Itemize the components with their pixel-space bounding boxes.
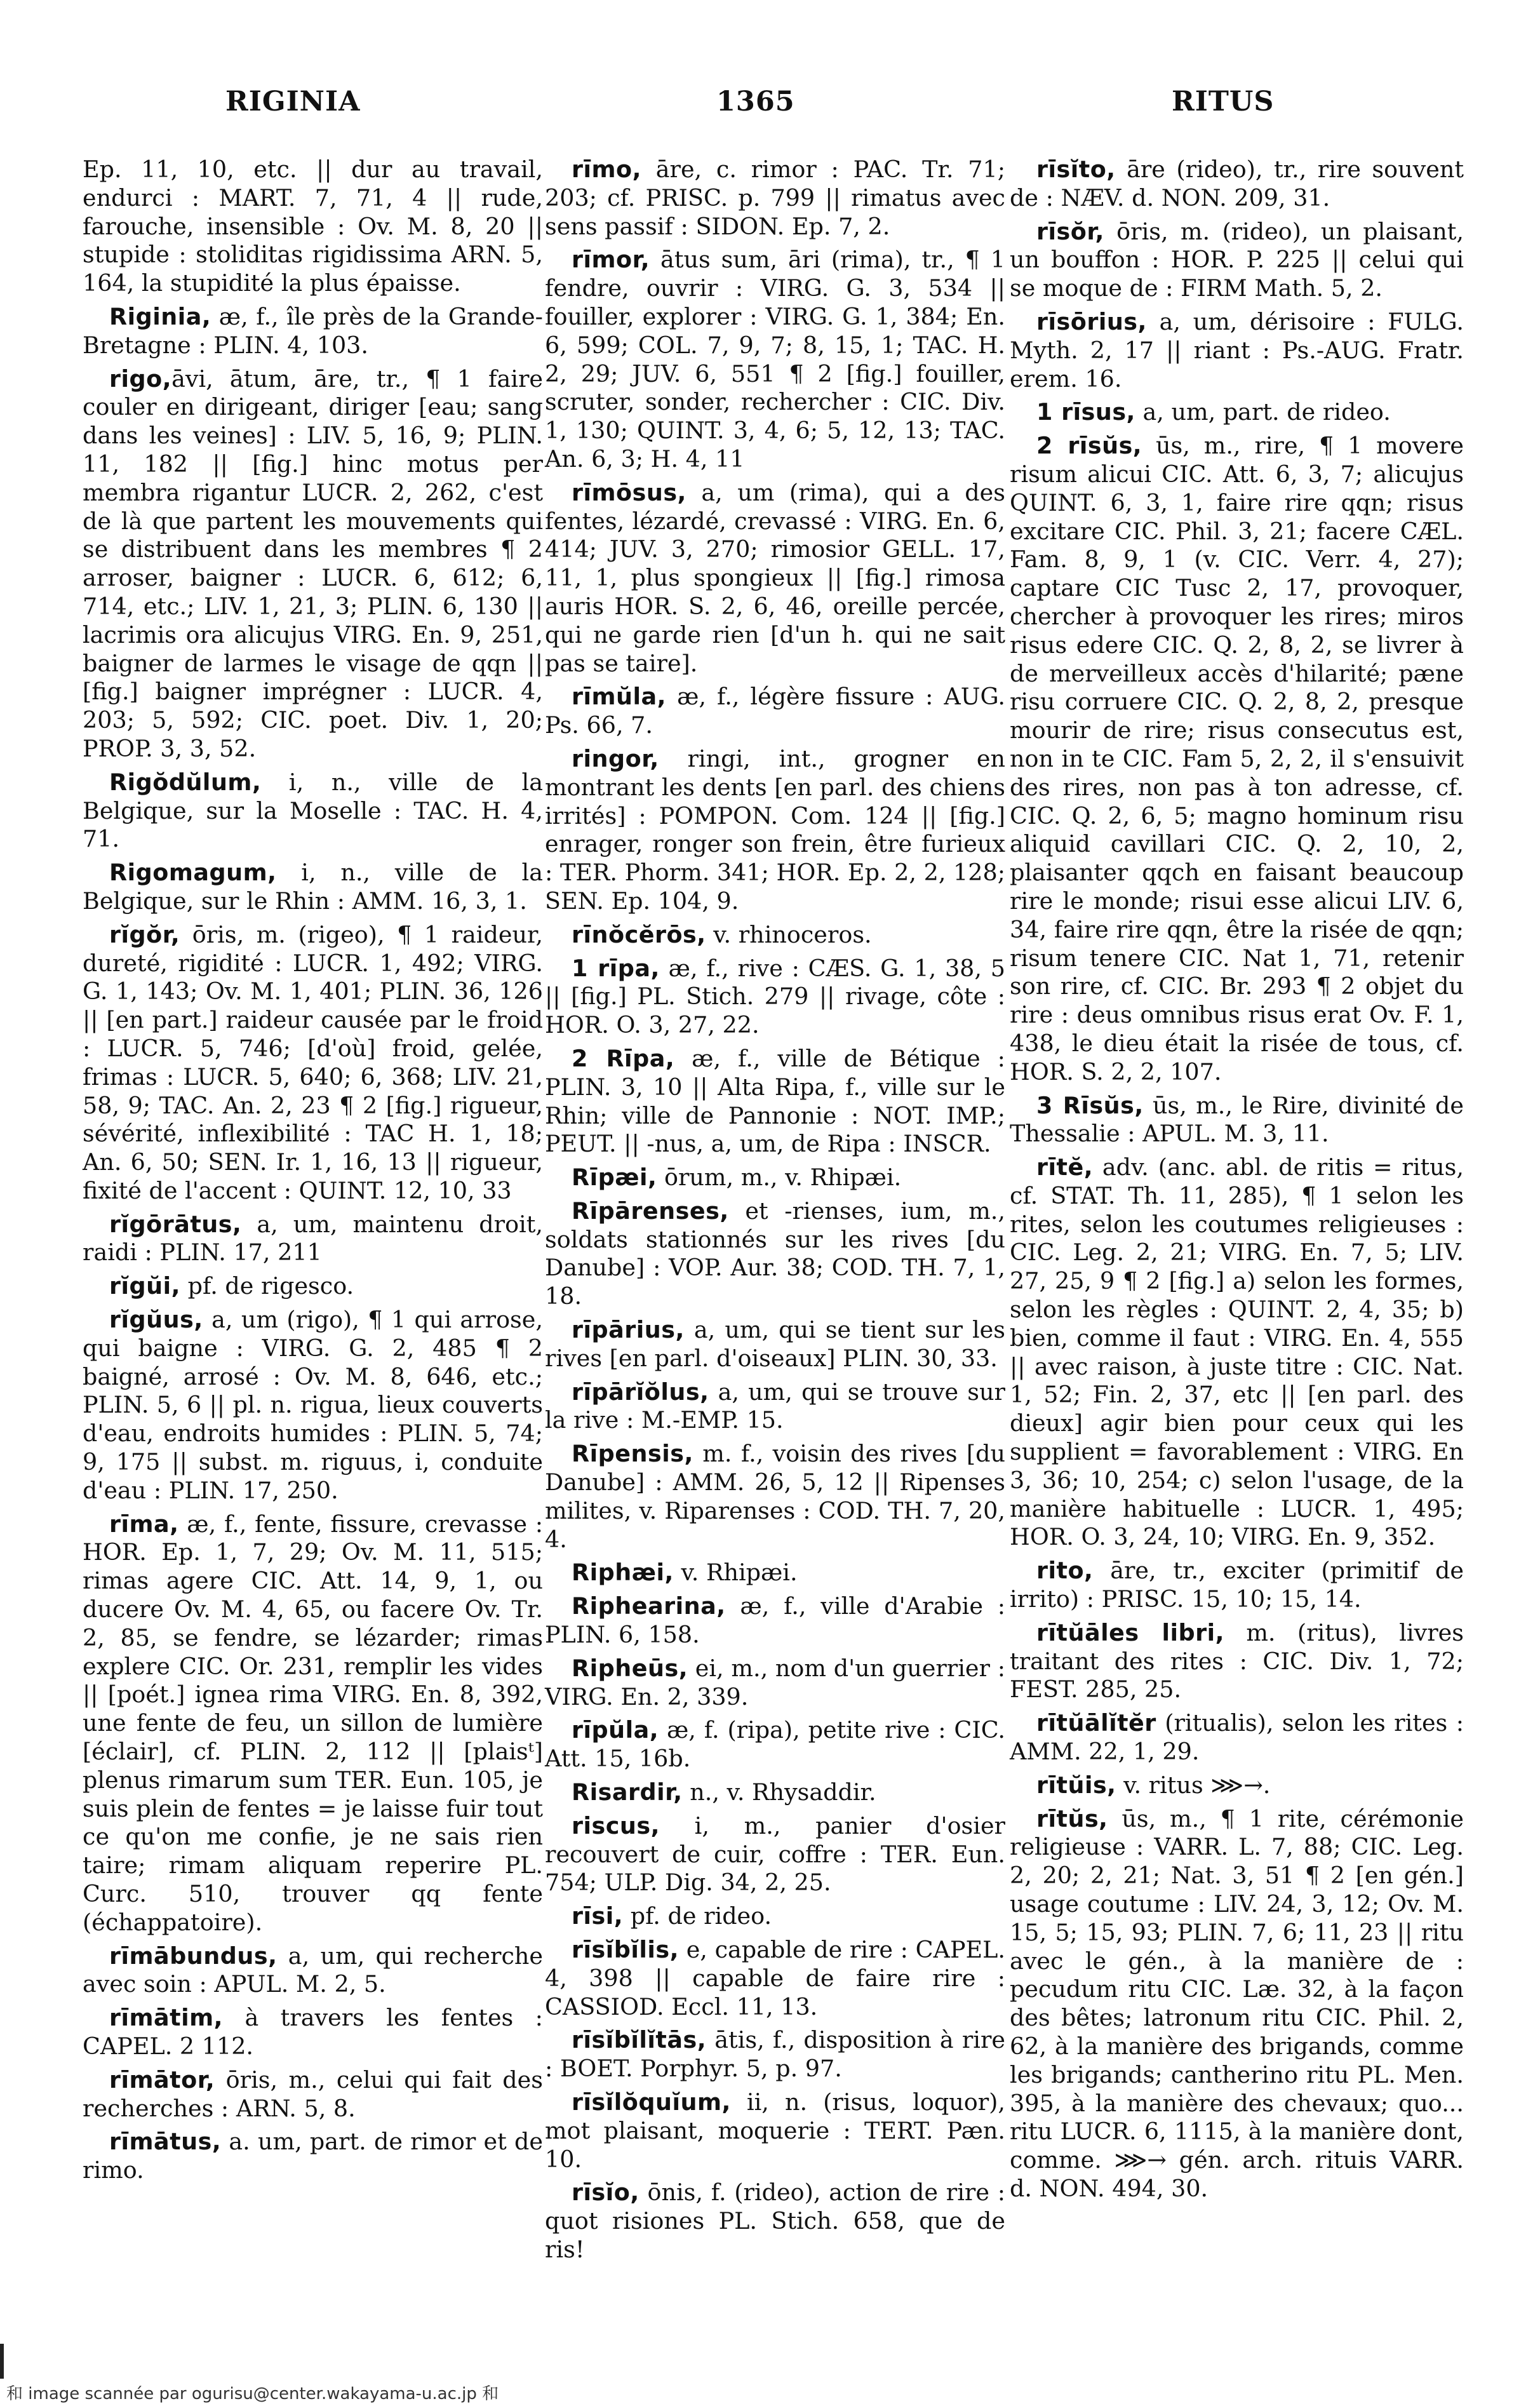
entry-headword: rīmātim, xyxy=(109,2004,224,2032)
dictionary-entry xyxy=(545,479,1005,678)
dictionary-entry xyxy=(1010,1619,1464,1704)
dictionary-entry xyxy=(545,1045,1005,1159)
entry-headword: rīmŭla, xyxy=(572,683,667,711)
dictionary-entry xyxy=(545,156,1005,241)
dictionary-entry xyxy=(83,2004,543,2061)
dictionary-entry xyxy=(83,1942,543,1999)
dictionary-entry xyxy=(545,1716,1005,1773)
entry-definition: i, m., panier d'osier recouvert de cuir, coffre : TER. Eun. 754; ULP. Dig. 34, 2, 25. xyxy=(545,1811,1005,1897)
entry-headword: rĭgŭi, xyxy=(109,1272,181,1300)
entry-headword: rīsĭto, xyxy=(1036,156,1116,183)
dictionary-entry xyxy=(83,156,543,298)
entry-definition: a, um, part. de rideo. xyxy=(1135,398,1391,426)
entry-definition: æ, f., rive : CÆS. G. 1, 38, 5 || [fig.] PL. Stich. 279 || rivage, côte : HOR. O. 3, 27, 22. xyxy=(545,954,1005,1039)
entry-headword: 1 rīsus, xyxy=(1036,398,1135,426)
entry-headword: Rīpæi, xyxy=(572,1164,657,1192)
entry-headword: rīsŏr, xyxy=(1036,217,1104,245)
entry-definition: æ, f., île près de la Grande-Bretagne : PLIN. 4, 103. xyxy=(83,302,543,359)
entry-definition: a, um, qui se tient sur les rives [en parl. d'oiseaux] PLIN. 30, 33. xyxy=(545,1316,1005,1372)
entry-definition: āvi, ātum, āre, tr., ¶ 1 faire couler en dirigeant, diriger [eau; sang dans les veines] : LIV. 5, 16, 9; PLIN. 11, 182 || [fig.] hinc motus per membra rigantur LUCR. 2, 262, c'est de là que partent les mouvements qui se distribuent dans les membres ¶ 2 arroser, baigner : LUCR. 6, 612; 6, 714, etc.; LIV. 1, 21, 3; PLIN. 6, 130 || lacrimis ora alicujus VIRG. En. 9, 251, baigner de larmes le visage de qqn || [fig.] baigner imprégner : LUCR. 4, 203; 5, 592; CIC. poet. Div. 1, 20; PROP. 3, 3, 52. xyxy=(83,365,543,762)
column-1 xyxy=(83,156,543,2190)
entry-definition: v. Rhipæi. xyxy=(673,1559,798,1587)
entry-headword: rīsōrius, xyxy=(1036,307,1147,335)
entry-headword: rītĕ, xyxy=(1036,1153,1094,1181)
running-head-right: RITUS xyxy=(1172,86,1275,118)
entry-headword: Riphearina, xyxy=(572,1592,726,1620)
entry-definition: a. um, part. de rimor et de rimo. xyxy=(83,2128,543,2184)
entry-headword: rīmātor, xyxy=(109,2066,215,2093)
entry-definition: a, um, qui se trouve sur la rive : M.-EMP. 15. xyxy=(545,1378,1005,1434)
dictionary-entry xyxy=(83,1272,543,1301)
scan-credit: 和 image scannée par ogurisu@center.wakayama-u.ac.jp 和 xyxy=(6,2384,499,2403)
dictionary-entry xyxy=(545,1592,1005,1650)
dictionary-entry xyxy=(545,1812,1005,1897)
entry-definition: ūs, m., ¶ 1 rite, cérémonie religieuse : VARR. L. 7, 88; CIC. Leg. 2, 20; 2, 21; Nat. 3, 51 ¶ 2 [en gén.] usage coutume : LIV. 24, 3, 12; Ov. M. 15, 5; 15, 93; PLIN. 7, 6; 11, 23 || ritu avec le gén., à la manière de : pecudum ritu CIC. Læ. 32, à la façon des bêtes; latronum ritu CIC. Phil. 2, 62, à la manière des brigands, comme les brigands; cantherino ritu PL. Men. 395, à la manière des chevaux; quo... ritu LUCR. 6, 1115, à la manière dont, comme. ⋙→ gén. arch. rituis VARR. d. NON. 494, 30. xyxy=(1010,1805,1464,2202)
entry-definition: āre, c. rimor : PAC. Tr. 71; 203; cf. PRISC. p. 799 || rimatus avec sens passif : SIDON. Ep. 7, 2. xyxy=(545,156,1005,240)
entry-headword: rīsĭo, xyxy=(572,2179,639,2207)
dictionary-entry xyxy=(1010,432,1464,1086)
dictionary-entry xyxy=(1010,1092,1464,1149)
entry-definition: n., v. Rhysaddir. xyxy=(682,1778,876,1806)
entry-headword: rīpŭla, xyxy=(572,1716,659,1744)
entry-headword: Rīpensis, xyxy=(572,1440,693,1468)
entry-headword: rīsĭbĭlĭtās, xyxy=(572,2026,707,2054)
dictionary-entry xyxy=(545,246,1005,473)
entry-headword: Riginia, xyxy=(109,302,211,330)
entry-headword: rīmor, xyxy=(572,246,650,274)
entry-definition: ūs, m., rire, ¶ 1 movere risum alicui CIC. Att. 6, 3, 7; alicujus QUINT. 6, 3, 1, faire rire qqn; risus excitare CIC. Phil. 3, 21; facere CÆL. Fam. 8, 9, 1 (v. CIC. Verr. 4, 27); captare CIC Tusc 2, 17, provoquer, chercher à provoquer les rires; miros risus edere CIC. Q. 2, 8, 2, se livrer à de merveilleux accès d'hilarité; pæne risu corruere CIC. Q. 2, 8, 2, presque mourir de rire; risus consecutus est, non in te CIC. Fam 5, 2, 2, il s'ensuivit des rires, non pas à ton adresse, cf. CIC. Q. 2, 6, 5; magno hominum risu aliquid cavillari CIC. Q. 2, 10, 2, plaisanter qqch en faisant beaucoup rire le monde; risui esse alicui LIV. 6, 34, faire rire qqn, être la risée de qqn; risum tenere CIC. Nat 1, 71, retenir son rire, cf. CIC. Br. 293 ¶ 2 objet du rire : deus omnibus risus erat Ov. F. 1, 438, le dieu était la risée de tous, cf. HOR. S. 2, 2, 107. xyxy=(1010,432,1464,1085)
dictionary-entry xyxy=(545,2026,1005,2083)
dictionary-entry xyxy=(545,1378,1005,1435)
entry-headword: rīma, xyxy=(109,1510,179,1538)
dictionary-entry xyxy=(545,2179,1005,2264)
dictionary-entry xyxy=(1010,1805,1464,2203)
page-number: 1365 xyxy=(716,86,795,118)
entry-definition: Ep. 11, 10, etc. || dur au travail, endurci : MART. 7, 71, 4 || rude, farouche, insensible : Ov. M. 8, 20 || stupide : stoliditas rigidissima ARN. 5, 164, la stupidité la plus épaisse. xyxy=(83,156,543,297)
entry-definition: æ, f., légère fissure : AUG. Ps. 66, 7. xyxy=(545,683,1005,739)
entry-headword: 2 Rīpa, xyxy=(572,1044,675,1072)
entry-definition: m. f., voisin des rives [du Danube] : AMM. 26, 5, 12 || Ripenses milites, v. Riparenses : COD. TH. 7, 20, 4. xyxy=(545,1440,1005,1553)
entry-definition: ūs, m., le Rire, divinité de Thessalie : APUL. M. 3, 11. xyxy=(1010,1091,1464,1148)
entry-definition: āre (rideo), tr., rire souvent de : NÆV. d. NON. 209, 31. xyxy=(1010,156,1464,212)
entry-definition: a, um (rigo), ¶ 1 qui arrose, qui baigne : VIRG. G. 2, 485 ¶ 2 baigné, arrosé : Ov. M. 8, 646, etc.; PLIN. 5, 6 || pl. n. rigua, lieux couverts d'eau, endroits humides : PLIN. 5, 74; 9, 175 || subst. m. riguus, i, conduite d'eau : PLIN. 17, 250. xyxy=(83,1306,543,1504)
entry-headword: rĭgōrātus, xyxy=(109,1210,242,1238)
column-3 xyxy=(1010,156,1464,2208)
entry-headword: Risardir, xyxy=(572,1778,683,1806)
entry-headword: rito, xyxy=(1036,1557,1094,1585)
entry-definition: ōnis, f. (rideo), action de rire : quot risiones PL. Stich. 658, que de ris! xyxy=(545,2179,1005,2263)
entry-headword: rīsi, xyxy=(572,1902,624,1930)
entry-headword: rīmābundus, xyxy=(109,1942,278,1970)
entry-definition: a, um (rima), qui a des fentes, lézardé, crevassé : VIRG. En. 6, 414; JUV. 3, 270; rimosior GELL. 17, 11, 1, plus spongieux || [fig.] rimosa auris HOR. S. 2, 6, 46, oreille percée, qui ne garde rien [d'un h. qui ne sait pas se taire]. xyxy=(545,478,1005,677)
entry-definition: pf. de rigesco. xyxy=(180,1272,354,1300)
dictionary-entry xyxy=(545,1164,1005,1192)
entry-definition: i, n., ville de la Belgique, sur la Moselle : TAC. H. 4, 71. xyxy=(83,768,543,853)
dictionary-entry xyxy=(545,745,1005,916)
dictionary-entry xyxy=(83,365,543,763)
entry-headword: rītŭāles libri, xyxy=(1036,1618,1225,1646)
dictionary-entry xyxy=(83,769,543,854)
column-2 xyxy=(545,156,1005,2269)
entry-definition: ringi, int., grogner en montrant les dents [en parl. des chiens irrités] : POMPON. Com. 124 || [fig.] enrager, ronger son frein, être furieux : TER. Phorm. 341; HOR. Ep. 2, 2, 128; SEN. Ep. 104, 9. xyxy=(545,744,1005,915)
dictionary-entry xyxy=(83,303,543,360)
entry-headword: 1 rīpa, xyxy=(572,954,660,982)
entry-definition: i, n., ville de la Belgique, sur le Rhin : AMM. 16, 3, 1. xyxy=(83,859,543,915)
entry-definition: æ, f., ville d'Arabie : PLIN. 6, 158. xyxy=(545,1592,1005,1649)
entry-definition: m. (ritus), livres traitant des rites : CIC. Div. 1, 72; FEST. 285, 25. xyxy=(1010,1618,1464,1704)
entry-definition: et -rienses, ium, m., soldats stationnés sur les rives [du Danube] : VOP. Aur. 38; COD. TH. 7, 1, 18. xyxy=(545,1197,1005,1310)
dictionary-entry xyxy=(1010,398,1464,427)
entry-definition: āre, tr., exciter (primitif de irrito) : PRISC. 15, 10; 15, 14. xyxy=(1010,1557,1464,1613)
entry-headword: Rigomagum, xyxy=(109,859,277,887)
entry-headword: 3 Rīsŭs, xyxy=(1036,1091,1144,1119)
dictionary-entry xyxy=(545,2088,1005,2174)
dictionary-entry xyxy=(1010,1557,1464,1614)
dictionary-entry xyxy=(545,1316,1005,1373)
dictionary-entry xyxy=(1010,156,1464,213)
entry-headword: 2 rīsŭs, xyxy=(1036,432,1142,460)
entry-headword: rīmōsus, xyxy=(572,478,686,506)
entry-headword: rītŭs, xyxy=(1036,1805,1108,1832)
entry-definition: a, um, dérisoire : FULG. Myth. 2, 17 || riant : Ps.-AUG. Fratr. erem. 16. xyxy=(1010,307,1464,393)
entry-headword: rīmātus, xyxy=(109,2128,222,2156)
entry-headword: ringor, xyxy=(572,744,659,772)
dictionary-entry xyxy=(545,1197,1005,1311)
entry-definition: æ, f. (ripa), petite rive : CIC. Att. 15, 16b. xyxy=(545,1716,1005,1773)
entry-definition: ātus sum, āri (rima), tr., ¶ 1 fendre, ouvrir : VIRG. G. 3, 534 || fouiller, explorer : VIRG. G. 1, 384; En. 6, 599; COL. 7, 9, 7; 8, 15, 1; TAC. H. 2, 29; JUV. 6, 551 ¶ 2 [fig.] fouiller, scruter, sonder, rechercher : CIC. Div. 1, 130; QUINT. 3, 4, 6; 5, 12, 13; TAC. An. 6, 3; H. 4, 11 xyxy=(545,246,1005,473)
entry-headword: rīpārĭŏlus, xyxy=(572,1378,709,1406)
entry-definition: à travers les fentes : CAPEL. 2 112. xyxy=(83,2004,543,2060)
entry-definition: æ, f., fente, fissure, crevasse : HOR. Ep. 1, 7, 29; Ov. M. 11, 515; rimas agere CIC. Att. 14, 9, 1, ou ducere Ov. M. 4, 65, ou facere Ov. Tr. 2, 85, se fendre, se lézarder; rimas explere CIC. Or. 231, remplir les vides || [poét.] ignea rima VIRG. En. 8, 392, une fente de feu, un sillon de lumière [éclair], cf. PLIN. 2, 112 || [plaisᵗ] plenus rimarum sum TER. Eun. 105, je suis plein de fentes = je laisse fuir tout ce qu'on me confie, je ne sais rien taire; rimam aliquam reperire PL. Curc. 510, trouver qq fente (échappatoire). xyxy=(83,1510,543,1936)
dictionary-entry xyxy=(545,1902,1005,1931)
dictionary-entry xyxy=(83,2066,543,2123)
dictionary-entry xyxy=(545,1936,1005,2021)
dictionary-entry xyxy=(1010,1771,1464,1800)
scan-edge-mark xyxy=(0,2344,4,2379)
dictionary-entry xyxy=(545,683,1005,740)
dictionary-entry xyxy=(83,859,543,916)
entry-definition: ei, m., nom d'un guerrier : VIRG. En. 2, 339. xyxy=(545,1654,1005,1710)
entry-headword: rītŭālĭtĕr xyxy=(1036,1709,1156,1737)
entry-headword: Riphæi, xyxy=(572,1559,674,1587)
entry-headword: rīpārius, xyxy=(572,1316,685,1344)
entry-definition: ōris, m. (rigeo), ¶ 1 raideur, dureté, rigidité : LUCR. 1, 492; VIRG. G. 1, 143; Ov. M. 1, 401; PLIN. 36, 126 || [en part.] raideur causée par le froid : LUCR. 5, 746; [d'où] froid, gelée, frimas : LUCR. 5, 640; 6, 368; LIV. 21, 58, 9; TAC. An. 2, 23 ¶ 2 [fig.] rigueur, sévérité, inflexibilité : TAC H. 1, 18; An. 6, 50; SEN. Ir. 1, 16, 13 || rigueur, fixité de l'accent : QUINT. 12, 10, 33 xyxy=(83,920,543,1204)
entry-definition: a, um, maintenu droit, raidi : PLIN. 17, 211 xyxy=(83,1210,543,1267)
entry-definition: e, capable de rire : CAPEL. 4, 398 || capable de faire rire : CASSIOD. Eccl. 11, 13. xyxy=(545,1936,1005,2020)
entry-definition: ātis, f., disposition à rire : BOET. Porphyr. 5, p. 97. xyxy=(545,2026,1005,2083)
dictionary-entry xyxy=(1010,218,1464,303)
dictionary-entry xyxy=(83,2128,543,2185)
entry-headword: rīmo, xyxy=(572,156,641,183)
dictionary-entry xyxy=(83,1211,543,1268)
entry-definition: ōris, m., celui qui fait des recherches : ARN. 5, 8. xyxy=(83,2066,543,2122)
entry-headword: riscus, xyxy=(572,1811,660,1839)
dictionary-entry xyxy=(83,921,543,1206)
entry-headword: rĭgŭus, xyxy=(109,1306,203,1334)
entry-definition: ōrum, m., v. Rhipæi. xyxy=(657,1164,902,1192)
dictionary-entry xyxy=(1010,308,1464,393)
entry-definition: ōris, m. (rideo), un plaisant, un bouffon : HOR. P. 225 || celui qui se moque de : FIRM Math. 5, 2. xyxy=(1010,217,1464,302)
entry-definition: æ, f., ville de Bétique : PLIN. 3, 10 || Alta Ripa, f., ville sur le Rhin; ville de Pannonie : NOT. IMP.; PEUT. || -nus, a, um, de Ripa : INSCR. xyxy=(545,1044,1005,1158)
entry-headword: rīnŏcĕrōs, xyxy=(572,920,706,948)
entry-headword: rĭgŏr, xyxy=(109,920,180,948)
entry-definition: adv. (anc. abl. de ritis = ritus, cf. STAT. Th. 11, 285), ¶ 1 selon les rites, selon les coutumes religieuses : CIC. Leg. 2, 21; VIRG. En. 7, 5; LIV. 27, 25, 9 ¶ 2 [fig.] a) selon les formes, selon les règles : QUINT. 2, 4, 35; b) bien, comme il faut : VIRG. En. 4, 555 || avec raison, à juste titre : CIC. Nat. 1, 52; Fin. 2, 37, etc || [en parl. des dieux] agir bien pour ceux qui les supplient = favorablement : VIRG. En 3, 36; 10, 254; c) selon l'usage, de la manière habituelle : LUCR. 1, 495; HOR. O. 3, 24, 10; VIRG. En. 9, 352. xyxy=(1010,1153,1464,1551)
entry-definition: v. rhinoceros. xyxy=(706,920,872,948)
entry-headword: rītŭis, xyxy=(1036,1771,1116,1799)
entry-headword: rīsĭlŏquĭum, xyxy=(572,2088,731,2116)
dictionary-entry xyxy=(545,1778,1005,1807)
entry-headword: rigo, xyxy=(109,365,172,393)
entry-definition: pf. de rideo. xyxy=(623,1902,772,1930)
entry-definition: v. ritus ⋙→. xyxy=(1116,1771,1271,1799)
entry-definition: ii, n. (risus, loquor), mot plaisant, moquerie : TERT. Pæn. 10. xyxy=(545,2088,1005,2173)
dictionary-entry xyxy=(545,955,1005,1040)
entry-headword: rīsĭbĭlis, xyxy=(572,1936,680,1964)
dictionary-entry xyxy=(1010,1709,1464,1766)
dictionary-entry xyxy=(545,1655,1005,1712)
entry-definition: a, um, qui recherche avec soin : APUL. M. 2, 5. xyxy=(83,1942,543,1998)
entry-headword: Rigŏdŭlum, xyxy=(109,768,262,796)
entry-headword: Rīpārenses, xyxy=(572,1197,729,1225)
page-header xyxy=(0,86,1540,143)
running-head-left: RIGINIA xyxy=(225,86,361,118)
entry-definition: (ritualis), selon les rites : AMM. 22, 1, 29. xyxy=(1010,1709,1464,1766)
entry-headword: Ripheūs, xyxy=(572,1654,688,1682)
dictionary-entry xyxy=(545,1559,1005,1587)
dictionary-entry xyxy=(83,1306,543,1505)
dictionary-entry xyxy=(1010,1153,1464,1552)
dictionary-entry xyxy=(545,921,1005,950)
dictionary-entry xyxy=(545,1440,1005,1554)
dictionary-entry xyxy=(83,1510,543,1937)
